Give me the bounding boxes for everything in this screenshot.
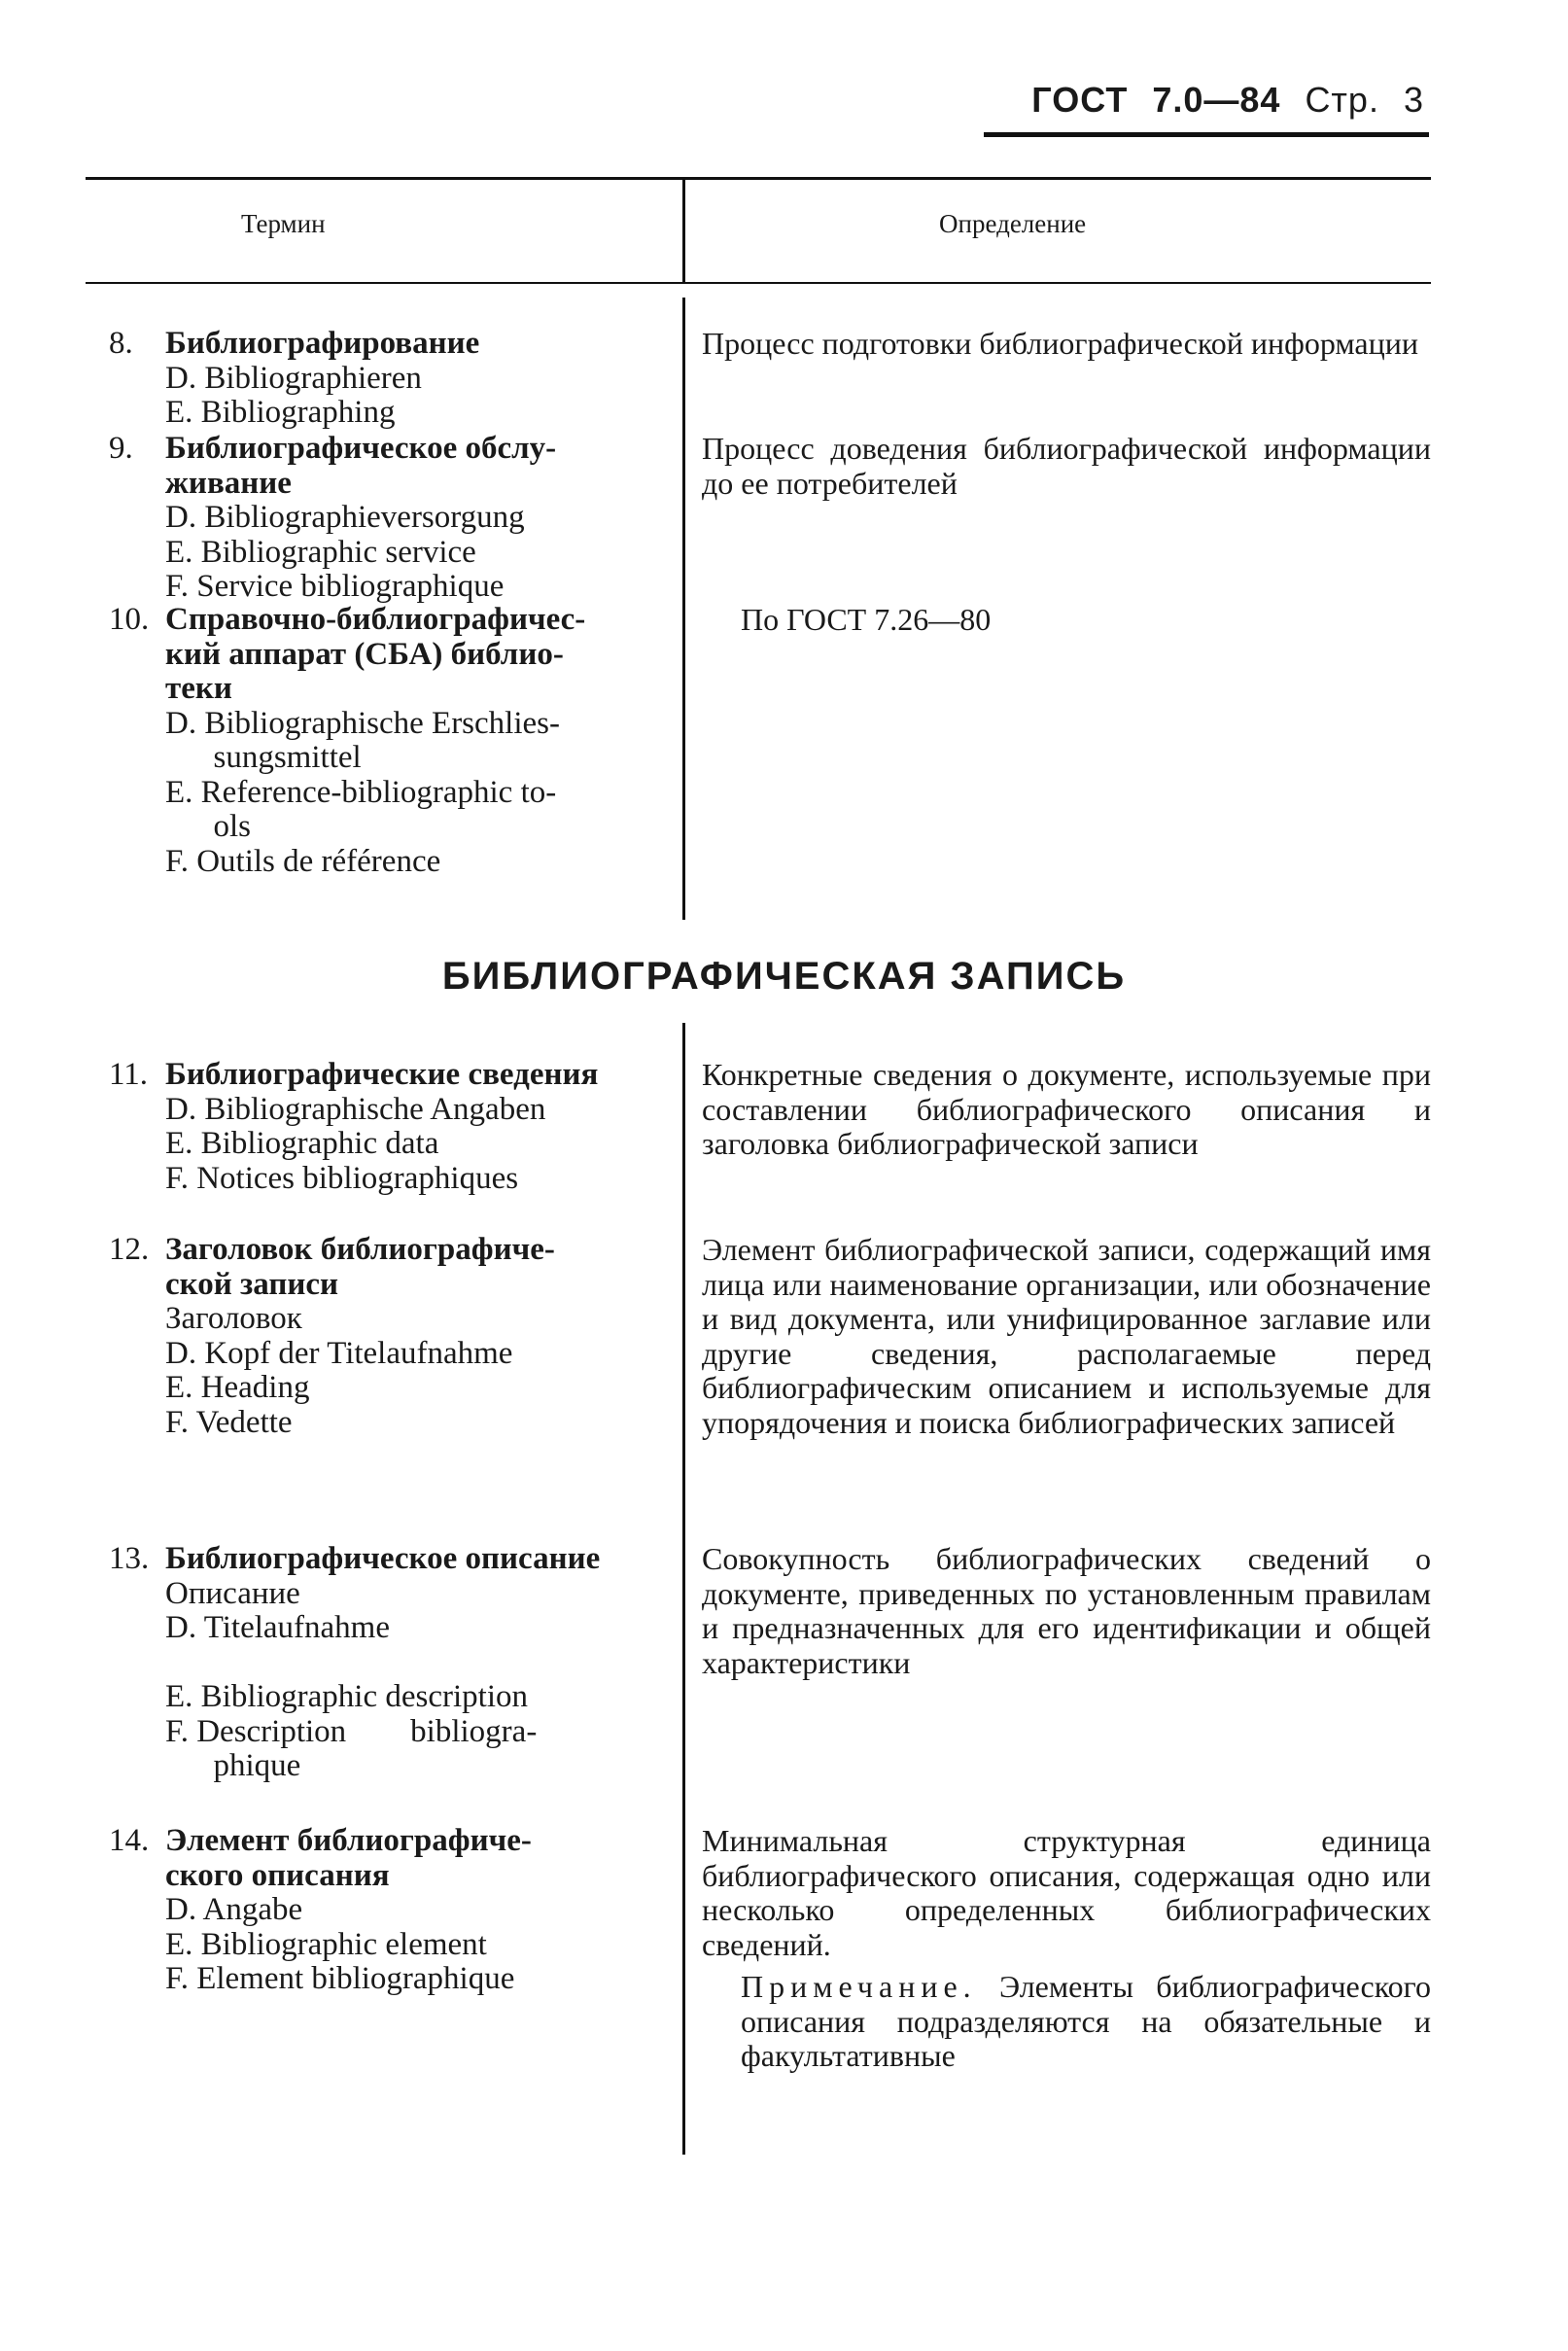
term-entry — [109, 1541, 666, 1784]
term-translation: E. Bibliographing — [165, 395, 396, 430]
definition: По ГОСТ 7.26—80 — [741, 602, 992, 637]
term-entry — [109, 326, 666, 431]
term-translation — [165, 1646, 666, 1681]
term-translation: D. Bibliographische Angaben — [165, 1091, 546, 1127]
table-top-rule — [86, 177, 1431, 180]
column-header-term: Термин — [241, 209, 326, 238]
note-label: Примечание. — [741, 1969, 977, 2004]
term-translation: D. Titelaufnahme — [165, 1610, 390, 1645]
note-text: Элементы библиографического описания подразделяются на обязательные и факультативные — [741, 1969, 1432, 2073]
term-title: Библиографические сведения — [165, 1057, 599, 1092]
section-title: БИБЛИОГРАФИЧЕСКАЯ ЗАПИСЬ — [441, 955, 1127, 998]
term-translation: E. Bibliographic element — [165, 1926, 487, 1962]
entry-number: 12. — [109, 1232, 150, 1267]
term-entry — [109, 431, 666, 605]
column-divider-1 — [682, 298, 685, 920]
term-translation: Описание — [165, 1575, 300, 1611]
term-title: Библиографирование — [165, 326, 480, 361]
term-translation: D. Bibliographische Erschlies- — [165, 705, 560, 741]
term-title: теки — [165, 671, 232, 706]
definition: Процесс доведения библиографической информации до ее потребителей — [702, 431, 1431, 501]
entry-number: 13. — [109, 1541, 150, 1576]
term-translation: F. Notices bibliographiques — [165, 1160, 519, 1196]
term-title: Библиографическое описание — [165, 1541, 601, 1576]
term-title: ского описания — [165, 1857, 390, 1893]
term-title: кий аппарат (СБА) библио- — [165, 636, 564, 672]
term-translation: D. Angabe — [165, 1892, 303, 1927]
term-translation: Заголовок — [165, 1301, 302, 1336]
term-translation: E. Bibliographic service — [165, 534, 476, 570]
term-translation: E. Bibliographic data — [165, 1126, 439, 1161]
entry-number: 10. — [109, 602, 150, 637]
term-translation: F. Vedette — [165, 1404, 293, 1440]
table-head-rule — [86, 282, 1431, 284]
entry-number: 14. — [109, 1823, 150, 1858]
term-title: ской записи — [165, 1266, 339, 1302]
term-translation: ols — [165, 809, 252, 844]
definition: Процесс подготовки библиографической информации — [702, 326, 1418, 361]
page-number: 3 — [1403, 80, 1424, 120]
definition: Совокупность библиографических сведений о документе, приведенных по установленным правилам и предназначенных для его идентификации и общей характеристики — [702, 1541, 1431, 1680]
term-title: Библиографическое обслу- — [165, 431, 557, 466]
standard-label: ГОСТ — [1031, 80, 1129, 120]
definition: Конкретные сведения о документе, используемые при составлении библиографического описания и заголовка библиографической записи — [702, 1057, 1431, 1161]
term-translation: phique — [165, 1748, 301, 1783]
term-translation: E. Heading — [165, 1370, 310, 1405]
term-translation: D. Kopf der Titelaufnahme — [165, 1335, 513, 1371]
term-translation: F. Description bibliogra- — [165, 1713, 538, 1749]
definition: Элемент библиографической записи, содержащий имя лица или наименование организации, или обозначение и вид документа, или унифицированное заглавие или другие сведения, располагаемые перед библиографическим описанием и используемые для упорядочения и поиска библиографических записей — [702, 1232, 1431, 1440]
term-translation: F. Service bibliographique — [165, 569, 505, 604]
column-header-definition: Определение — [939, 209, 1087, 238]
column-divider-head — [682, 179, 685, 282]
definition: Минимальная структурная единица библиографического описания, содержащая одно или несколько определенных библиографических сведений. — [702, 1823, 1431, 1962]
note — [741, 1970, 1431, 2074]
term-translation: D. Bibliographieversorgung — [165, 500, 525, 535]
term-translation: E. Reference-bibliographic to- — [165, 774, 557, 810]
entry-number: 8. — [109, 326, 133, 361]
term-translation: F. Element bibliographique — [165, 1961, 515, 1996]
term-translation: E. Bibliographic description — [165, 1679, 529, 1714]
term-entry — [109, 602, 666, 879]
term-entry — [109, 1232, 666, 1440]
term-entry — [109, 1057, 666, 1196]
term-entry — [109, 1823, 666, 1997]
term-title: живание — [165, 465, 292, 501]
term-title: Справочно-библиографичес- — [165, 602, 586, 637]
term-title: Заголовок библиографиче- — [165, 1232, 555, 1267]
entry-number: 11. — [109, 1057, 149, 1092]
entry-number: 9. — [109, 431, 133, 466]
page-label: Стр. — [1305, 80, 1379, 120]
header-underline — [984, 132, 1429, 137]
term-translation: D. Bibliographieren — [165, 360, 422, 396]
page-header — [1018, 80, 1424, 121]
term-translation: F. Outils de référence — [165, 843, 441, 879]
column-divider-2 — [682, 1023, 685, 2155]
term-title: Элемент библиографиче- — [165, 1823, 532, 1858]
term-translation: sungsmittel — [165, 740, 362, 775]
standard-number: 7.0—84 — [1152, 80, 1281, 120]
